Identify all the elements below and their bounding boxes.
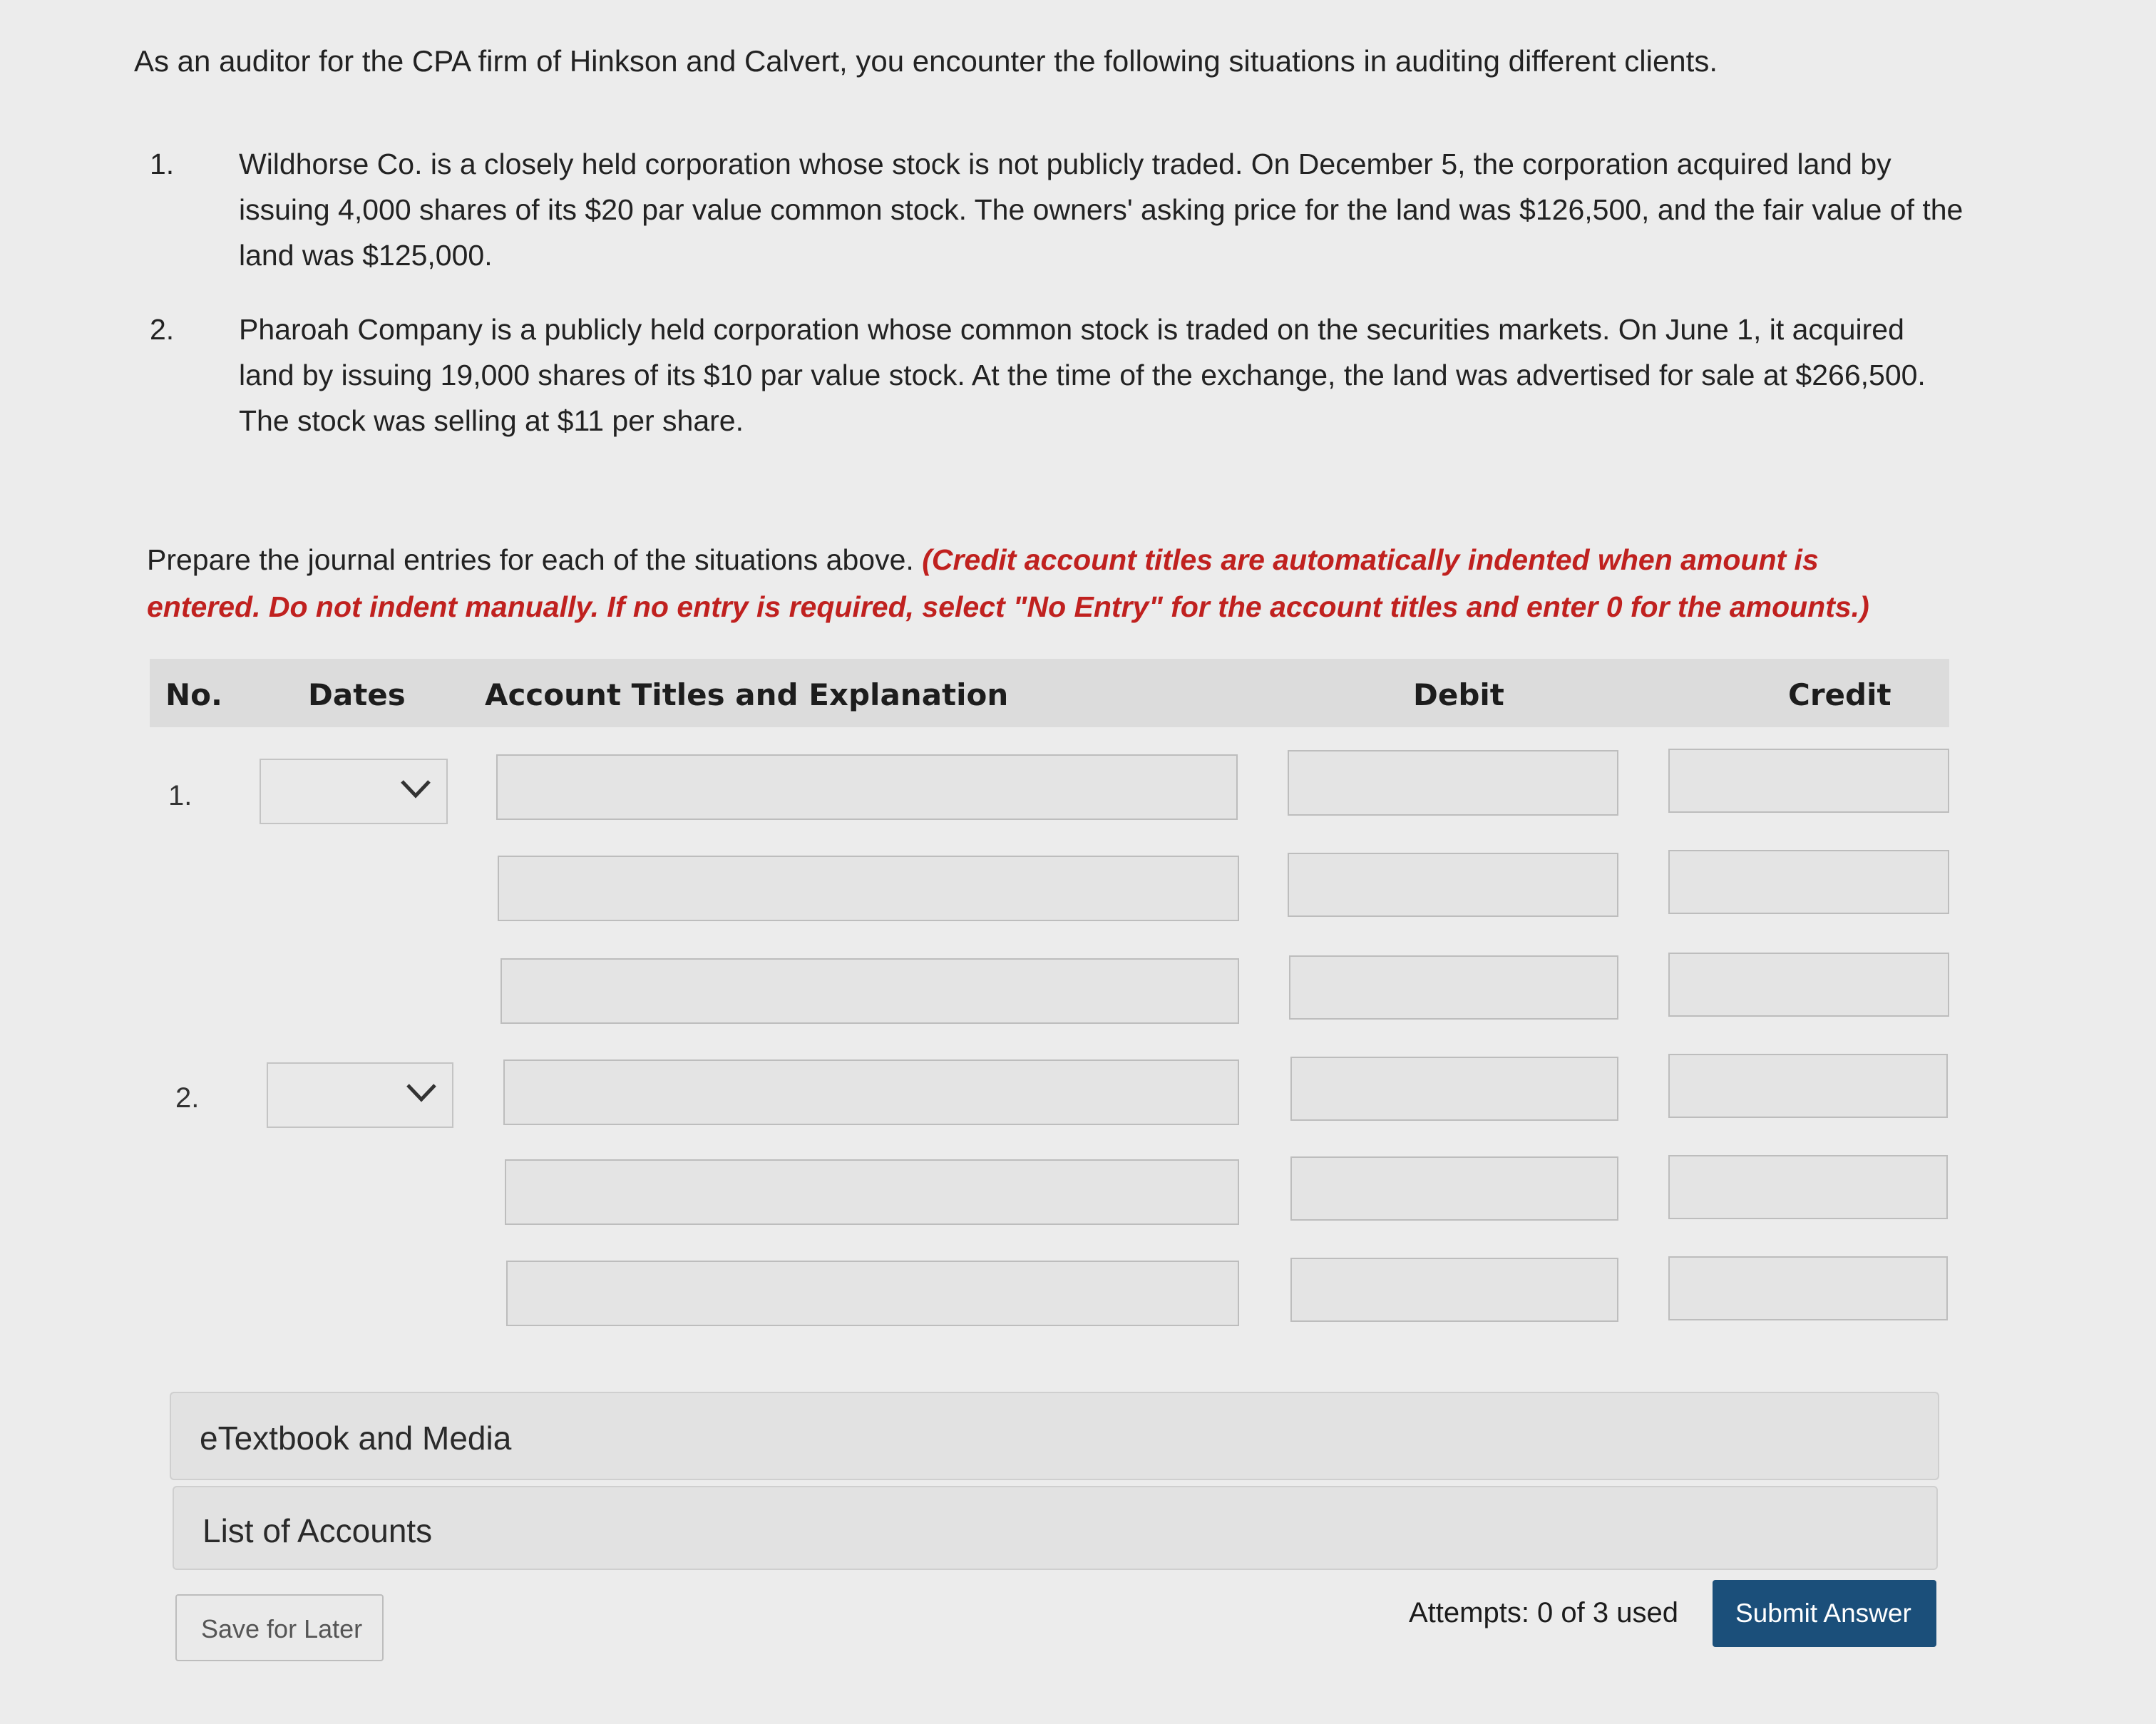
situation-number: 1.	[150, 148, 175, 180]
account-title-input[interactable]	[496, 754, 1238, 820]
entry-number: 2.	[175, 1082, 200, 1114]
account-title-input[interactable]	[498, 856, 1239, 921]
debit-input[interactable]	[1290, 1258, 1618, 1322]
submit-answer-label: Submit Answer	[1735, 1599, 1911, 1628]
situation-text: Wildhorse Co. is a closely held corporation whose stock is not publicly traded. On December 5, the corporation acquired land by issuing 4,000 shares of its $20 par value common stock. The owners' asking price for the land was $126,500, and the fair value of the land was $125,000.	[239, 148, 1963, 272]
account-title-input[interactable]	[505, 1159, 1239, 1225]
column-header-dates: Dates	[308, 677, 406, 712]
debit-input[interactable]	[1288, 750, 1618, 816]
save-for-later-button[interactable]	[175, 1594, 384, 1661]
debit-input[interactable]	[1290, 1057, 1618, 1121]
account-title-input[interactable]	[506, 1261, 1239, 1326]
question-intro: As an auditor for the CPA firm of Hinkson and Calvert, you encounter the following situations in auditing different clients.	[134, 44, 1718, 78]
account-title-input[interactable]	[503, 1059, 1239, 1125]
etextbook-media-section[interactable]	[170, 1392, 1939, 1480]
debit-input[interactable]	[1290, 1156, 1618, 1221]
credit-input[interactable]	[1668, 1256, 1948, 1320]
column-header-debit: Debit	[1413, 677, 1504, 712]
credit-input[interactable]	[1668, 1054, 1948, 1118]
list-of-accounts-label: List of Accounts	[202, 1512, 433, 1549]
column-header-credit: Credit	[1788, 677, 1891, 712]
etextbook-media-label: eTextbook and Media	[200, 1420, 512, 1457]
list-of-accounts-section[interactable]	[173, 1486, 1938, 1570]
account-title-input[interactable]	[500, 958, 1239, 1024]
situation-number: 2.	[150, 313, 175, 346]
submit-answer-button[interactable]	[1713, 1580, 1936, 1647]
credit-input[interactable]	[1668, 850, 1949, 914]
date-select[interactable]	[260, 759, 448, 824]
chevron-down-icon	[404, 1079, 439, 1105]
column-header-no: No.	[165, 677, 222, 712]
debit-input[interactable]	[1289, 955, 1618, 1020]
instructions	[147, 536, 1929, 630]
date-select[interactable]	[267, 1062, 453, 1128]
attempts-counter: Attempts: 0 of 3 used	[1409, 1597, 1678, 1628]
entry-number: 1.	[168, 780, 192, 811]
instructions-main: Prepare the journal entries for each of the situations above.	[147, 543, 914, 576]
debit-input[interactable]	[1288, 853, 1618, 917]
column-header-account: Account Titles and Explanation	[485, 677, 1009, 712]
situation-text: Pharoah Company is a publicly held corporation whose common stock is traded on the securities markets. On June 1, it acquired land by issuing 19,000 shares of its $10 par value stock. At the time of the exchange, the land was advertised for sale at $266,500. The stock was selling at $11 per share.	[239, 313, 1926, 437]
instructions-hint: (Credit account titles are automatically indented when amount is entered. Do not indent manually. If no entry is required, select "No Entry" for the account titles and enter 0 for the amounts.)	[147, 543, 1869, 623]
credit-input[interactable]	[1668, 749, 1949, 813]
save-for-later-label: Save for Later	[201, 1614, 363, 1643]
credit-input[interactable]	[1668, 953, 1949, 1017]
chevron-down-icon	[398, 776, 433, 801]
credit-input[interactable]	[1668, 1155, 1948, 1219]
journal-table-header	[150, 659, 1949, 727]
